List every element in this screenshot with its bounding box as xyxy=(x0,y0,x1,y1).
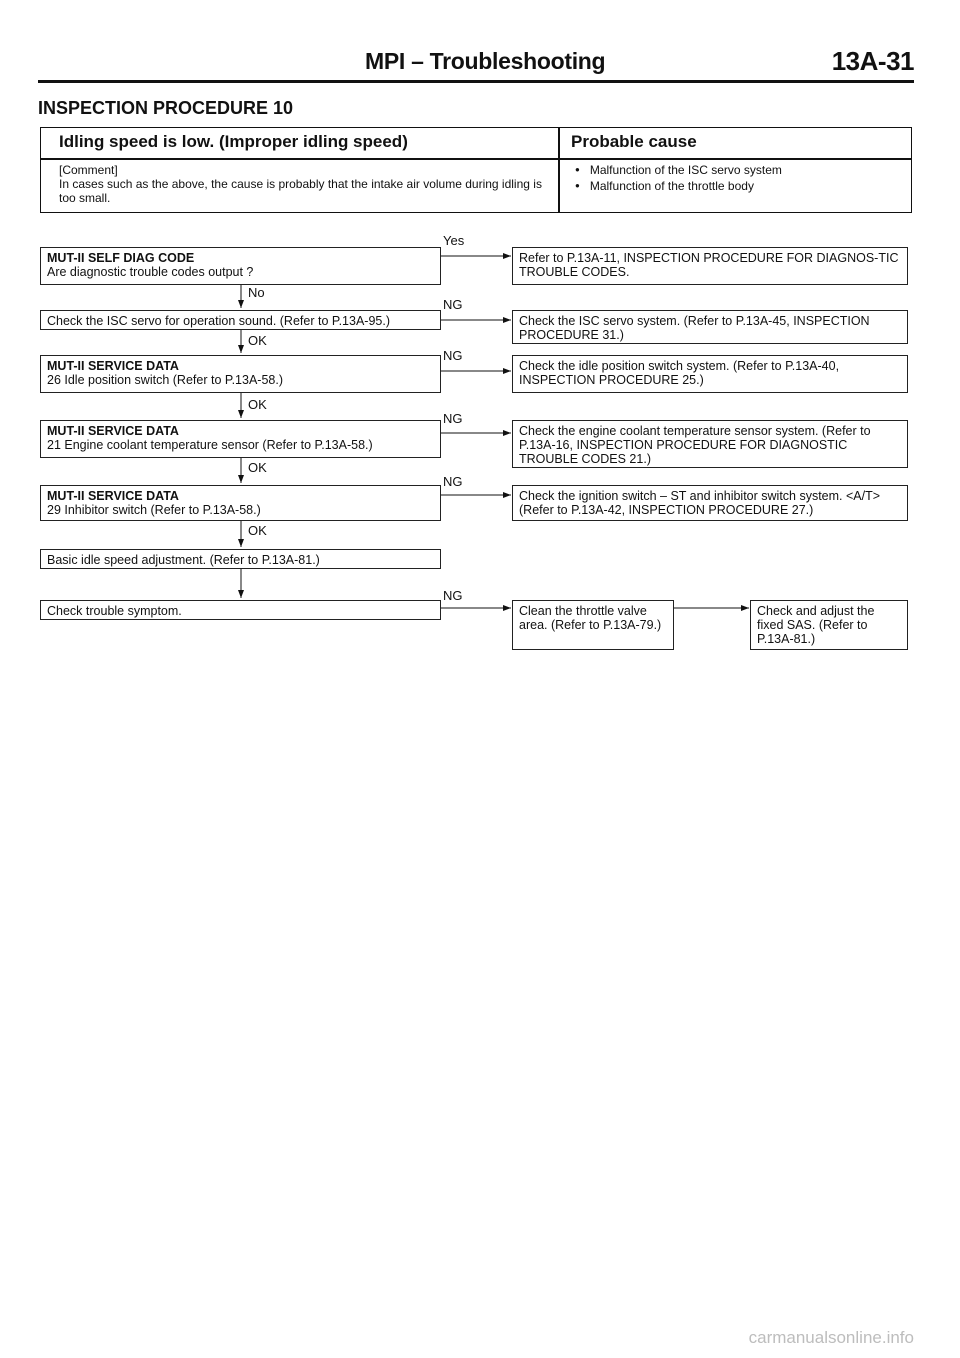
branch-label-ng: NG xyxy=(443,297,463,312)
cause-item: ● Malfunction of the throttle body xyxy=(573,179,782,195)
result-text: Check the engine coolant temperature sensor system. (Refer to P.13A-16, INSPECTION PROCEDURE FOR DIAGNOSTIC TROUBLE CODES 21.) xyxy=(519,424,871,466)
step-text: 21 Engine coolant temperature sensor (Refer to P.13A-58.) xyxy=(47,438,373,452)
result-text: Check the ignition switch – ST and inhibitor switch system. <A/T> (Refer to P.13A-42, INSPECTION PROCEDURE 27.) xyxy=(519,489,881,517)
step-isc-servo-sound xyxy=(40,310,441,330)
branch-label-ng: NG xyxy=(443,588,463,603)
branch-label-ng: NG xyxy=(443,348,463,363)
step-text: Check the ISC servo for operation sound. (Refer to P.13A-95.) xyxy=(47,314,391,328)
branch-label-yes: Yes xyxy=(443,233,465,248)
step-title: MUT-II SERVICE DATA xyxy=(47,489,179,503)
page-header-title: MPI – Troubleshooting xyxy=(365,48,606,74)
result-ignition-inhibitor-switch-system xyxy=(512,485,908,521)
footer-watermark: carmanualsonline.info xyxy=(748,1328,914,1347)
step-coolant-temp-sensor xyxy=(40,420,441,458)
branch-label-no: No xyxy=(248,285,265,300)
branch-label-ng: NG xyxy=(443,474,463,489)
comment-label: [Comment] xyxy=(59,163,118,177)
result-diag-trouble-codes xyxy=(512,247,908,285)
step-check-trouble-symptom xyxy=(40,600,441,620)
section-title: INSPECTION PROCEDURE 10 xyxy=(38,98,294,118)
cause-item: ● Malfunction of the ISC servo system xyxy=(573,163,782,179)
page-number: 13A-31 xyxy=(831,46,914,76)
result-text: Clean the throttle valve area. (Refer to P.13A-79.) xyxy=(519,604,662,632)
branch-label-ng: NG xyxy=(443,411,463,426)
branch-label-ok: OK xyxy=(248,333,267,348)
step-title: MUT-II SERVICE DATA xyxy=(47,359,179,373)
step-text: Are diagnostic trouble codes output ? xyxy=(47,265,254,279)
branch-label-ok: OK xyxy=(248,460,267,475)
result-text: Check the idle position switch system. (Refer to P.13A-40, INSPECTION PROCEDURE 25.) xyxy=(519,359,840,387)
result-text: Check the ISC servo system. (Refer to P.13A-45, INSPECTION PROCEDURE 31.) xyxy=(519,314,870,342)
result-idle-position-switch-system xyxy=(512,355,908,393)
step-idle-position-switch xyxy=(40,355,441,393)
step-title: MUT-II SERVICE DATA xyxy=(47,424,179,438)
step-basic-idle-adjustment xyxy=(40,549,441,569)
branch-label-ok: OK xyxy=(248,523,267,538)
comment-text: In cases such as the above, the cause is probably that the intake air volume during idling is too small. xyxy=(59,177,542,205)
step-self-diag-code xyxy=(40,247,441,285)
result-coolant-temp-sensor-system xyxy=(512,420,908,468)
branch-label-ok: OK xyxy=(248,397,267,412)
step-text: Check trouble symptom. xyxy=(47,604,182,618)
step-text: 29 Inhibitor switch (Refer to P.13A-58.) xyxy=(47,503,261,517)
step-title: MUT-II SELF DIAG CODE xyxy=(47,251,195,265)
step-text: Basic idle speed adjustment. (Refer to P.13A-81.) xyxy=(47,553,320,567)
step-text: 26 Idle position switch (Refer to P.13A-58.) xyxy=(47,373,284,387)
symptom-heading: Idling speed is low. (Improper idling speed) xyxy=(59,132,408,151)
result-clean-throttle-valve xyxy=(512,600,674,650)
step-inhibitor-switch xyxy=(40,485,441,521)
result-isc-servo-system xyxy=(512,310,908,344)
result-text: Check and adjust the fixed SAS. (Refer to P.13A-81.) xyxy=(757,604,875,646)
result-text: Refer to P.13A-11, INSPECTION PROCEDURE FOR DIAGNOS-TIC TROUBLE CODES. xyxy=(519,251,899,279)
result-adjust-fixed-sas xyxy=(750,600,908,650)
probable-cause-heading: Probable cause xyxy=(571,132,697,151)
